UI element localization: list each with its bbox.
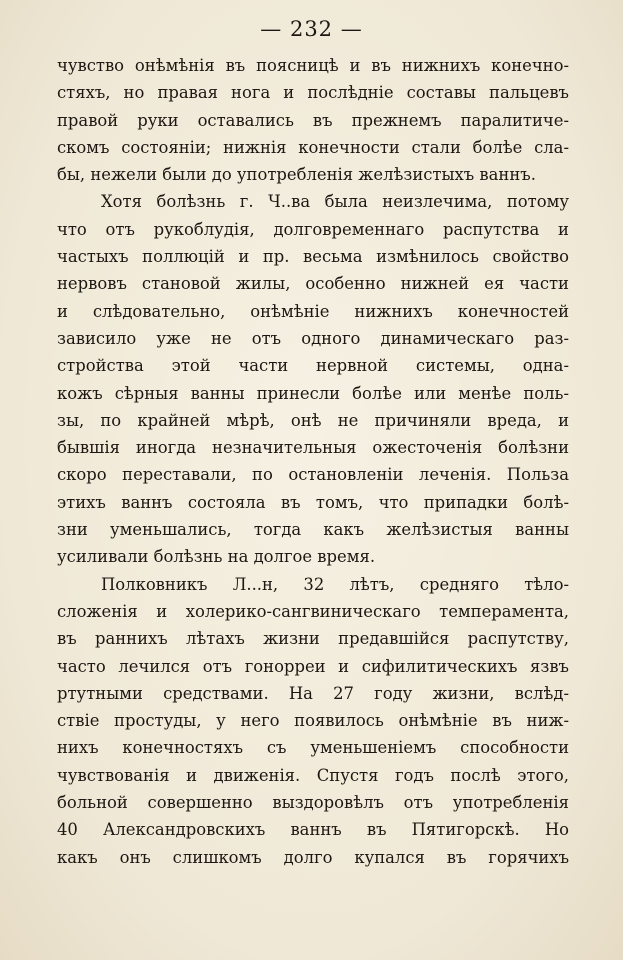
text-line: зависило уже не отъ одного динамическаго раз- (57, 328, 569, 348)
text-line: бы, нежели были до употребленія желѣзистыхъ ваннъ. (57, 165, 536, 185)
text-line: какъ онъ слишкомъ долго купался въ горячихъ (57, 847, 569, 867)
text-line: правой руки оставались въ прежнемъ паралитиче- (57, 110, 569, 130)
text-line: скомъ состояніи; нижнія конечности стали болѣе сла- (57, 137, 569, 157)
text-line: нервовъ становой жилы, особенно нижней ея части (57, 274, 569, 294)
text-line: частыхъ поллюцій и пр. весьма измѣнилось свойство (57, 247, 569, 267)
body-text (57, 52, 569, 871)
text-line: Хотя болѣзнь г. Ч..ва была неизлечима, потому (101, 192, 569, 212)
text-line: бывшія иногда незначительныя ожесточенія болѣзни (57, 438, 569, 458)
text-line: Полковникъ Л...н, 32 лѣтъ, средняго тѣло- (101, 574, 569, 594)
text-line: и слѣдовательно, онѣмѣніе нижнихъ конечностей (57, 301, 569, 321)
text-line: ствіе простуды, у него появилось онѣмѣніе въ ниж- (57, 711, 569, 731)
text-line: этихъ ваннъ состояла въ томъ, что припадки болѣ- (57, 492, 569, 512)
text-line: часто лечился отъ гонорреи и сифилитическихъ язвъ (57, 656, 569, 676)
text-line: скоро переставали, по остановленіи леченія. Польза (57, 465, 569, 485)
text-line: больной совершенно выздоровѣлъ отъ употребленія (57, 793, 569, 813)
text-line: ртутными средствами. На 27 году жизни, вслѣд- (57, 683, 569, 703)
text-line: чувствованія и движенія. Спустя годъ послѣ этого, (57, 765, 569, 785)
text-line: 40 Александровскихъ ваннъ въ Пятигорскѣ. Но (57, 820, 569, 840)
text-line: стяхъ, но правая нога и послѣдніе составы пальцевъ (57, 83, 569, 103)
text-line: зы, по крайней мѣрѣ, онѣ не причиняли вреда, и (57, 410, 569, 430)
text-line: что отъ рукоблудія, долговременнаго распутства и (57, 219, 569, 239)
text-line: въ раннихъ лѣтахъ жизни предавшійся распутству, (57, 629, 569, 649)
text-line: зни уменьшались, тогда какъ желѣзистыя ванны (57, 520, 569, 540)
text-line: кожъ сѣрныя ванны принесли болѣе или менѣе поль- (57, 383, 569, 403)
text-line: чувство онѣмѣнія въ поясницѣ и въ нижнихъ конечно- (57, 56, 569, 75)
page-number: — 232 — (260, 17, 363, 41)
text-line: нихъ конечностяхъ съ уменьшеніемъ способности (57, 738, 569, 758)
text-line: сложенія и холерико-сангвиническаго темперамента, (57, 601, 569, 621)
text-line: усиливали болѣзнь на долгое время. (57, 547, 376, 567)
text-line: стройства этой части нервной системы, одна- (57, 356, 569, 376)
